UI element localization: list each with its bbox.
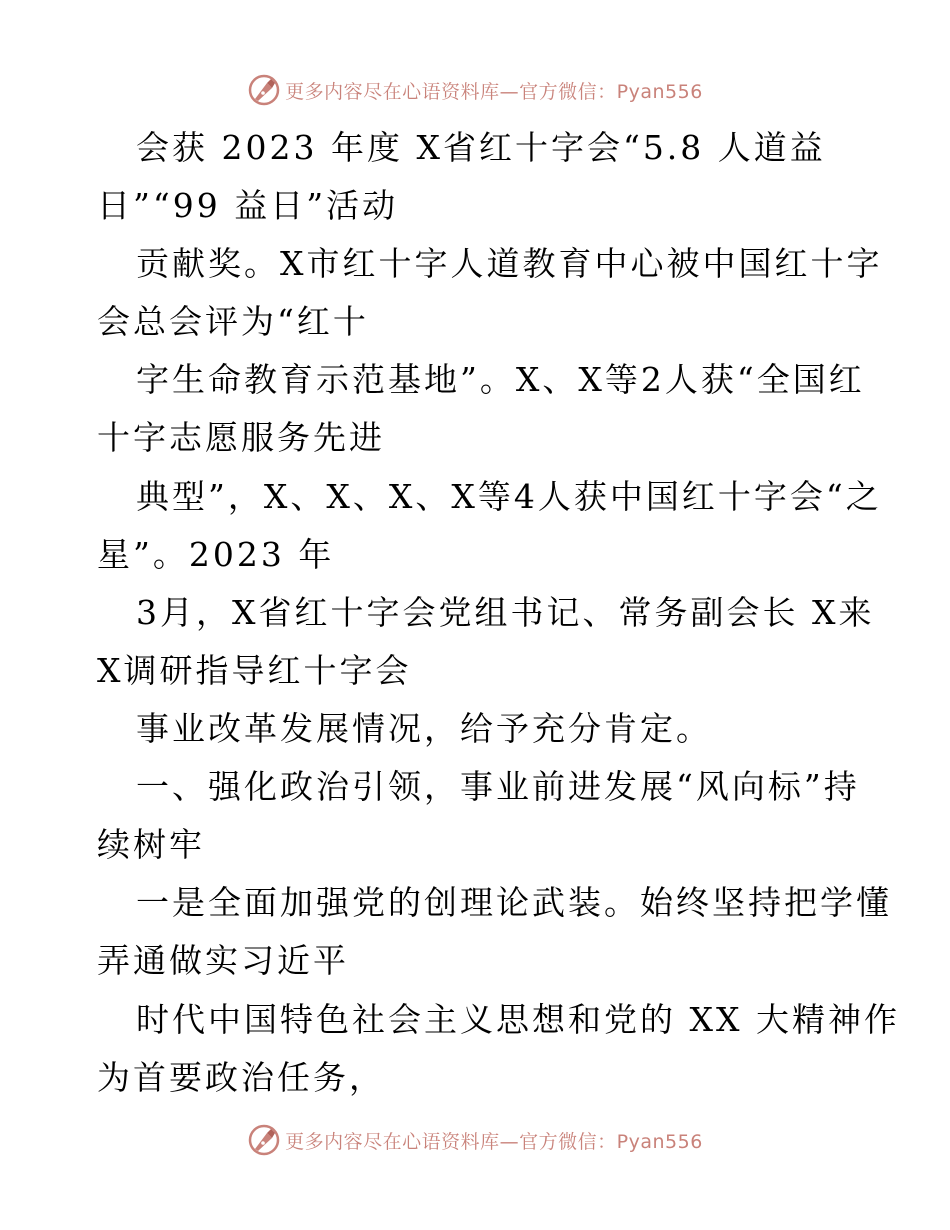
footer-watermark	[0, 1120, 950, 1160]
text-line: 弄通做实习近平	[97, 941, 349, 980]
text-line: 十字志愿服务先进	[97, 418, 385, 457]
pen-nib-logo-icon	[247, 73, 281, 107]
text-line: 会获 2023 年度 X省红十字会“5.8 人道益	[136, 128, 826, 167]
text-line: 字生命教育示范基地”。X、X等2人获“全国红	[136, 360, 865, 399]
text-line: X调研指导红十字会	[97, 651, 412, 690]
text-line: 会总会评为“红十	[97, 302, 369, 341]
text-line: 日”“99 益日”活动	[97, 186, 399, 225]
text-line: 典型”，X、X、X、X等4人获中国红十字会“之	[136, 477, 882, 516]
watermark-text: 更多内容尽在心语资料库—官方微信：Pyan556	[285, 1130, 703, 1153]
text-line: 贡献奖。X市红十字人道教育中心被中国红十字	[136, 244, 883, 283]
text-line: 为首要政治任务，	[97, 1058, 385, 1097]
watermark-text: 更多内容尽在心语资料库—官方微信：Pyan556	[285, 80, 703, 103]
text-line: 续树牢	[97, 825, 205, 864]
text-line: 事业改革发展情况，给予充分肯定。	[136, 709, 712, 748]
text-line: 3月，X省红十字会党组书记、常务副会长 X来	[136, 593, 875, 632]
text-line: 时代中国特色社会主义思想和党的 XX 大精神作	[136, 1000, 900, 1039]
text-line: 一、强化政治引领，事业前进发展“风向标”持	[136, 767, 860, 806]
header-watermark	[0, 70, 950, 110]
text-line: 一是全面加强党的创理论武装。始终坚持把学懂	[136, 883, 892, 922]
pen-nib-logo-icon	[247, 1123, 281, 1157]
text-line: 星”。2023 年	[97, 535, 335, 574]
